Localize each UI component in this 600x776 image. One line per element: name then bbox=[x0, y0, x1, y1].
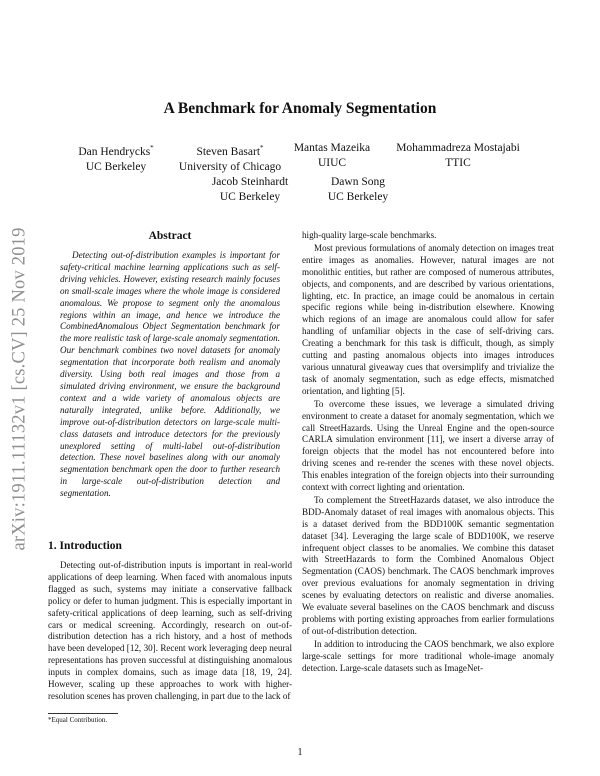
introduction-left-body bbox=[48, 560, 292, 703]
body-paragraph: In addition to introducing the CAOS benchmark, we also explore large-scale settings for more traditional whole-image anomaly detection. Large-scale datasets such as ImageNet- bbox=[302, 638, 554, 673]
body-paragraph: Detecting out-of-distribution inputs is important in real-world applications of deep learning. When faced with anomalous inputs flagged as such, systems may initiate a conservative fallback policy or defer to human judgment. This is especially important in safety-critical applications of deep learning, such as self-driving cars or medical screening. Accordingly, research on out-of-distribution detection has a rich history, and a host of methods have been developed [12, 30]. Recent work leveraging deep neural representations has proven successful at distinguishing anomalous inputs in complex domains, such as image data [18, 19, 24]. However, scaling up these approaches to work with higher-resolution scenes has proven challenging, in part due to the lack of bbox=[48, 560, 292, 701]
section-heading: 1. Introduction bbox=[48, 540, 122, 552]
author-block bbox=[384, 141, 532, 171]
abstract-heading: Abstract bbox=[148, 230, 192, 242]
author-affiliation: UIUC bbox=[317, 157, 347, 169]
body-paragraph: Most previous formulations of anomaly detection on images treat entire images as anomalies. However, natural images are not monolithic entities, but rather are composed of numerous attributes, objects, and components, and are described by various orientations, lighting, etc. In practice, an image could be anomalous in certain specific regions while being in-distribution elsewhere. Knowing which regions of an image are anomalous could allow for safer handling of unfamiliar objects in the case of self-driving cars. Creating a benchmark for this task is difficult, though, as simply cutting and pasting anomalous objects into images introduces various unnatural giveaway cues that oversimplify and trivialize the task of anomaly segmentation, such as edge effects, mismatched orientation, and lighting [5]. bbox=[302, 242, 554, 396]
footnote: *Equal Contribution. bbox=[48, 716, 108, 724]
author-name: Mohammadreza Mostajabi bbox=[396, 142, 520, 154]
footnote-rule bbox=[48, 713, 118, 714]
author-affiliation: UC Berkeley bbox=[219, 191, 281, 203]
author-affiliation: UC Berkeley bbox=[327, 191, 389, 203]
body-paragraph: To complement the StreetHazards dataset, we also introduce the BDD-Anomaly dataset of real images with anomalous objects. This is a dataset derived from the BDD100K semantic segmentation dataset [34]. Leveraging the large scale of BDD100K, we reserve infrequent object classes to be anomalies. We combine this dataset with StreetHazards to form the Combined Anomalous Object Segmentation (CAOS) benchmark. The CAOS benchmark improves over previous evaluations for anomaly segmentation in driving scenes by evaluating detectors on realistic and diverse anomalies. We evaluate several baselines on the CAOS benchmark and discuss problems with porting existing approaches from earlier formulations of out-of-distribution detection. bbox=[302, 494, 554, 636]
author-name: Mantas Mazeika bbox=[293, 142, 371, 154]
arxiv-identifier-text: arXiv:1911.11132v1 [cs.CV] 25 Nov 2019 bbox=[9, 227, 30, 551]
page-number: 1 bbox=[297, 747, 303, 758]
author-block bbox=[56, 141, 176, 175]
author-name: Dawn Song bbox=[331, 176, 385, 188]
author-block bbox=[282, 141, 382, 171]
body-paragraph: To overcome these issues, we leverage a simulated driving environment to create a dataset for anomaly segmentation, which we call StreetHazards. Using the Unreal Engine and the open-source CARLA simulation environment [11], we insert a diverse array of foreign objects that the model has not encountered before into driving scenes and re-render the scenes with these novel objects. This enables integration of the foreign objects into their surrounding context with correct lighting and orientation. bbox=[302, 398, 554, 493]
body-paragraph: high-quality large-scale benchmarks. bbox=[302, 230, 437, 240]
right-column bbox=[302, 230, 554, 675]
author-block bbox=[190, 175, 310, 205]
author-affiliation: UC Berkeley bbox=[85, 160, 147, 173]
author-name: Steven Basart* bbox=[196, 144, 264, 158]
author-affiliation: TTIC bbox=[445, 157, 471, 169]
author-name: Dan Hendrycks* bbox=[78, 144, 154, 158]
left-column bbox=[48, 230, 292, 701]
author-affiliation: University of Chicago bbox=[178, 160, 282, 173]
author-block bbox=[308, 175, 408, 205]
arxiv-identifier-stamp bbox=[8, 206, 32, 572]
author-name: Jacob Steinhardt bbox=[211, 176, 289, 188]
author-block bbox=[168, 141, 292, 175]
abstract-text: Detecting out-of-distribution examples is important for safety-critical machine learning applications such as self-driving vehicles. However, existing research mainly focuses on small-scale images where the whole image is considered anomalous. We propose to segment only the anomalous regions within an image, and hence we introduce the CombinedAnomalous Object Segmentation benchmark for the more realistic task of large-scale anomaly segmentation. Our benchmark combines two novel datasets for anomaly segmentation that incorporate both realism and anomaly diversity. Using both real images and those from a simulated driving environment, we ensure the background context and a wide variety of anomalous objects are naturally integrated, unlike before. Additionally, we improve out-of-distribution detectors on large-scale multi-class datasets and introduce detectors for the previously unexplored setting of multi-label out-of-distribution detection. These novel baselines along with our anomaly segmentation benchmark open the door to further research in large-scale out-of-distribution detection and segmentation. bbox=[60, 250, 280, 499]
paper-title: A Benchmark for Anomaly Segmentation bbox=[163, 100, 437, 117]
